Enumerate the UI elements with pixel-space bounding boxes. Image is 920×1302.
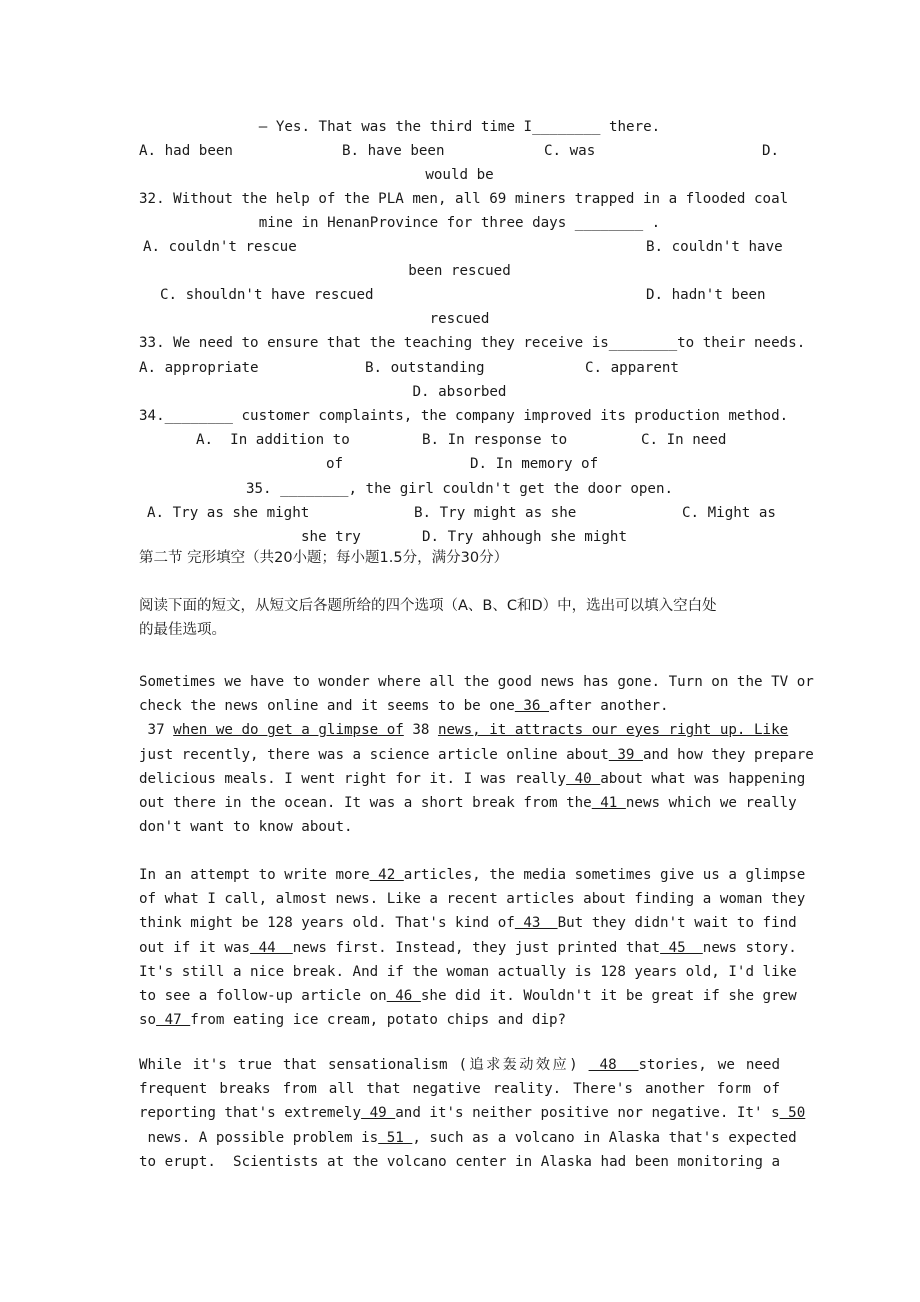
passage-text: delicious meals. I went right for it. I was really	[139, 770, 567, 787]
q32-stem-line1: 32. Without the help of the PLA men, all 69 miners trapped in a flooded coal	[139, 191, 789, 207]
passage-text: 38	[403, 722, 438, 739]
q31-stem: — Yes. That was the third time I________ there.	[258, 119, 661, 135]
passage-text: after another.	[549, 698, 669, 715]
blank-number: 47	[156, 1012, 191, 1029]
passage-line	[139, 793, 797, 813]
q34-option-c: C. In need	[641, 432, 727, 448]
passage-text: news story.	[702, 939, 797, 956]
passage-text: about what was happening	[600, 770, 806, 787]
q31-option-d: D.	[762, 143, 780, 159]
blank-number: news, it attracts our eyes right up. Like	[437, 722, 789, 739]
passage-text: she did it. Wouldn't it be great if she grew	[420, 988, 797, 1004]
passage-text: reporting that's extremely	[139, 1105, 362, 1122]
q32-option-d: D. hadn't been	[646, 287, 766, 303]
blank-number: 50	[779, 1105, 806, 1122]
q35-option-b: B. Try might as she	[414, 505, 577, 521]
blank-number: 43	[514, 915, 558, 932]
passage-text: and it's neither positive nor negative. It' s	[395, 1105, 780, 1122]
passage-line	[139, 962, 797, 982]
blank-number: 45	[660, 939, 703, 956]
passage-text: 37	[139, 722, 174, 739]
blank-number: 39	[608, 746, 643, 763]
passage-text: think might be 128 years old. That's kind of	[139, 915, 515, 932]
passage-text: to erupt. Scientists at the volcano center in Alaska had been monitoring a	[139, 1153, 780, 1170]
passage-text: In an attempt to write more	[139, 867, 370, 883]
q33-option-d: D. absorbed	[412, 384, 507, 400]
q35-option-c-cont: she try	[301, 529, 361, 545]
passage-line	[139, 1152, 780, 1172]
q35-option-d: D. Try ahhough she might	[422, 529, 627, 545]
passage-text: , such as a volcano in Alaska that's expected	[412, 1129, 797, 1146]
blank-number: 51	[378, 1129, 413, 1146]
passage-line	[139, 696, 669, 716]
blank-number: when we do get a glimpse of	[173, 722, 404, 739]
blank-number: 44	[250, 939, 293, 956]
passage-text: just recently, there was a science article online about	[139, 746, 609, 763]
passage-line	[139, 986, 797, 1006]
passage-line	[139, 672, 814, 692]
q34-option-d: D. In memory of	[470, 456, 599, 472]
passage-text: It's still a nice break. And if the woman actually is 128 years old, I'd like	[139, 963, 797, 980]
passage-line	[139, 1103, 806, 1123]
passage-text: out there in the ocean. It was a short break from the	[139, 795, 592, 811]
passage-text: But they didn't wait to find	[557, 915, 797, 932]
passage-text: While it's true that sensationalism (追求轰动效应)	[139, 1057, 589, 1073]
q35-stem: 35. ________, the girl couldn't get the door open.	[245, 481, 674, 497]
passage-line	[139, 889, 806, 909]
passage-text: so	[139, 1012, 157, 1029]
q34-option-a: A. In addition to	[196, 432, 350, 448]
section-instructions-line1: 阅读下面的短文，从短文后各题所给的四个选项（A、B、C和D）中，选出可以填入空白处	[139, 598, 717, 614]
passage-text: from eating ice cream, potato chips and dip?	[190, 1012, 567, 1029]
q31-option-b: B. have been	[342, 143, 445, 159]
q31-option-c: C. was	[544, 143, 596, 159]
q33-option-b: B. outstanding	[365, 360, 485, 376]
blank-number: 41	[591, 795, 626, 811]
q31-option-d-cont: would be	[425, 167, 494, 183]
passage-line	[139, 769, 806, 789]
q33-option-c: C. apparent	[585, 360, 679, 376]
passage-text: stories, we need	[638, 1057, 780, 1073]
q34-stem: 34.________ customer complaints, the company improved its production method.	[139, 408, 789, 424]
passage-text: frequent breaks from all that negative reality. There's another form of	[139, 1081, 780, 1098]
q35-option-c: C. Might as	[682, 505, 776, 521]
passage-text: out if it was	[139, 939, 251, 956]
passage-text: news first. Instead, they just printed that	[292, 939, 661, 956]
blank-number: 49	[361, 1105, 396, 1122]
q33-option-a: A. appropriate	[139, 360, 259, 376]
passage-line	[139, 913, 797, 933]
passage-line	[139, 1055, 780, 1075]
passage-text: of what I call, almost news. Like a recent articles about finding a woman they	[139, 891, 806, 908]
section-title: 第二节 完形填空（共20小题；每小题1.5分，满分30分）	[139, 550, 509, 566]
passage-text: news which we really	[625, 795, 797, 811]
passage-text: don't want to know about.	[139, 819, 353, 836]
q32-option-c: C. shouldn't have rescued	[160, 287, 374, 303]
blank-number: 36	[514, 698, 550, 715]
passage-text: news. A possible problem is	[139, 1129, 379, 1146]
passage-text: Sometimes we have to wonder where all the good news has gone. Turn on the TV or	[139, 674, 814, 690]
passage-text: articles, the media sometimes give us a glimpse	[403, 867, 806, 883]
q32-stem-line2: mine in HenanProvince for three days ________ .	[258, 215, 661, 231]
q34-option-b: B. In response to	[422, 432, 568, 448]
q35-option-a: A. Try as she might	[147, 505, 310, 521]
passage-line	[139, 1079, 780, 1099]
passage-line	[139, 1128, 797, 1148]
passage-line	[139, 720, 789, 740]
passage-text: to see a follow-up article on	[139, 988, 387, 1004]
q32-option-b-cont: been rescued	[408, 263, 511, 279]
passage-line	[139, 817, 353, 837]
blank-number: 40	[566, 770, 601, 787]
q32-option-a: A. couldn't rescue	[143, 239, 297, 255]
passage-line	[139, 745, 814, 765]
section-instructions-line2: 的最佳选项。	[139, 622, 226, 638]
passage-text: check the news online and it seems to be one	[139, 698, 515, 715]
passage-line	[139, 938, 797, 958]
passage-text: and how they prepare	[642, 746, 814, 763]
q32-option-b: B. couldn't have	[646, 239, 783, 255]
blank-number: 46	[386, 988, 421, 1004]
q32-option-d-cont: rescued	[429, 311, 490, 327]
q33-stem: 33. We need to ensure that the teaching they receive is________to their needs.	[139, 335, 806, 351]
q31-option-a: A. had been	[139, 143, 233, 159]
q34-option-c-cont: of	[326, 456, 344, 472]
passage-line	[139, 1010, 566, 1030]
blank-number: 48	[588, 1057, 639, 1073]
passage-line	[139, 865, 806, 885]
blank-number: 42	[369, 867, 404, 883]
